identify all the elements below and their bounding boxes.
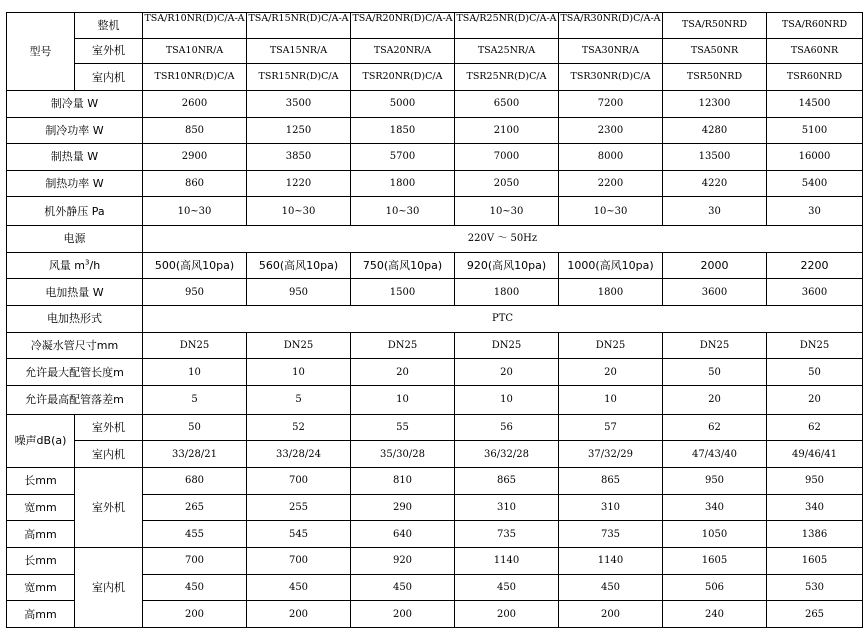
heating-capacity-value-5: 8000 [559, 144, 663, 171]
static-pressure-label: 机外静压 Pa [7, 197, 143, 226]
noise-indoor-value-4: 36/32/28 [455, 441, 559, 468]
noise-outdoor-value-7: 62 [767, 414, 863, 441]
indoor-model-5: TSR30NR(D)C/A [559, 64, 663, 91]
max-pipe-length-value-6: 50 [663, 359, 767, 386]
cooling-power-value-1: 850 [143, 117, 247, 144]
row-cooling-capacity [7, 90, 863, 117]
model-row-indoor [7, 64, 863, 91]
cooling-power-value-6: 4280 [663, 117, 767, 144]
indoor-width-value-1: 450 [143, 574, 247, 601]
indoor-height-value-4: 200 [455, 601, 559, 628]
row-noise-outdoor [7, 414, 863, 441]
power-supply-label: 电源 [7, 226, 143, 253]
outdoor-width-label: 宽mm [7, 494, 75, 521]
outdoor-height-value-1: 455 [143, 521, 247, 548]
outdoor-model-7: TSA60NR [767, 38, 863, 64]
cooling-power-value-7: 5100 [767, 117, 863, 144]
outdoor-height-value-7: 1386 [767, 521, 863, 548]
max-height-diff-value-2: 5 [247, 385, 351, 414]
max-pipe-length-label: 允许最大配管长度m [7, 359, 143, 386]
cooling-capacity-value-2: 3500 [247, 90, 351, 117]
noise-outdoor-value-3: 55 [351, 414, 455, 441]
max-height-diff-value-7: 20 [767, 385, 863, 414]
static-pressure-value-4: 10~30 [455, 197, 559, 226]
row-outdoor-length [7, 467, 863, 494]
indoor-dims-group-label: 室内机 [75, 547, 143, 627]
outdoor-length-value-7: 950 [767, 467, 863, 494]
noise-indoor-value-1: 33/28/21 [143, 441, 247, 468]
spec-table [6, 12, 863, 628]
heating-power-value-2: 1220 [247, 170, 351, 197]
outdoor-width-value-1: 265 [143, 494, 247, 521]
heating-power-value-7: 5400 [767, 170, 863, 197]
cooling-capacity-value-4: 6500 [455, 90, 559, 117]
heating-power-value-3: 1800 [351, 170, 455, 197]
cooling-power-value-5: 2300 [559, 117, 663, 144]
condensate-pipe-value-6: DN25 [663, 332, 767, 359]
outdoor-width-value-4: 310 [455, 494, 559, 521]
whole-model-5: TSA/R30NR(D)C/A-A [559, 13, 663, 39]
row-static-pressure [7, 197, 863, 226]
indoor-model-4: TSR25NR(D)C/A [455, 64, 559, 91]
air-volume-label-text: 风量 m [48, 259, 86, 273]
whole-model-3: TSA/R20NR(D)C/A-A [351, 13, 455, 39]
condensate-pipe-value-5: DN25 [559, 332, 663, 359]
electric-heating-value-4: 1800 [455, 279, 559, 306]
electric-heating-label: 电加热量 W [7, 279, 143, 306]
indoor-width-value-5: 450 [559, 574, 663, 601]
max-height-diff-value-5: 10 [559, 385, 663, 414]
noise-label: 噪声dB(a) [7, 414, 75, 467]
indoor-length-value-7: 1605 [767, 547, 863, 574]
air-volume-value-4: 920(高风10pa) [455, 252, 559, 279]
air-volume-value-6: 2000 [663, 252, 767, 279]
indoor-model-3: TSR20NR(D)C/A [351, 64, 455, 91]
indoor-height-value-6: 240 [663, 601, 767, 628]
electric-heating-value-6: 3600 [663, 279, 767, 306]
max-pipe-length-value-7: 50 [767, 359, 863, 386]
outdoor-width-value-6: 340 [663, 494, 767, 521]
max-height-diff-value-1: 5 [143, 385, 247, 414]
condensate-pipe-value-3: DN25 [351, 332, 455, 359]
noise-outdoor-label: 室外机 [75, 414, 143, 441]
outdoor-height-value-3: 640 [351, 521, 455, 548]
heating-power-label: 制热功率 W [7, 170, 143, 197]
cooling-power-label: 制冷功率 W [7, 117, 143, 144]
indoor-length-value-2: 700 [247, 547, 351, 574]
outdoor-length-value-3: 810 [351, 467, 455, 494]
max-pipe-length-value-4: 20 [455, 359, 559, 386]
row-noise-indoor [7, 441, 863, 468]
whole-model-6: TSA/R50NRD [663, 13, 767, 39]
indoor-model-6: TSR50NRD [663, 64, 767, 91]
indoor-length-value-4: 1140 [455, 547, 559, 574]
heating-power-value-4: 2050 [455, 170, 559, 197]
electric-heating-value-3: 1500 [351, 279, 455, 306]
noise-indoor-value-3: 35/30/28 [351, 441, 455, 468]
indoor-height-value-5: 200 [559, 601, 663, 628]
outdoor-model-4: TSA25NR/A [455, 38, 559, 64]
noise-indoor-value-2: 33/28/24 [247, 441, 351, 468]
cooling-capacity-label: 制冷量 W [7, 90, 143, 117]
indoor-height-label: 高mm [7, 601, 75, 628]
air-volume-label-suffix: /h [89, 259, 101, 273]
heating-power-value-5: 2200 [559, 170, 663, 197]
electric-heating-type-value: PTC [143, 306, 863, 333]
heating-power-value-6: 4220 [663, 170, 767, 197]
outdoor-length-value-6: 950 [663, 467, 767, 494]
outdoor-width-value-5: 310 [559, 494, 663, 521]
cooling-capacity-value-6: 12300 [663, 90, 767, 117]
indoor-height-value-1: 200 [143, 601, 247, 628]
row-air-volume [7, 252, 863, 279]
indoor-model-2: TSR15NR(D)C/A [247, 64, 351, 91]
outdoor-height-value-4: 735 [455, 521, 559, 548]
max-height-diff-value-6: 20 [663, 385, 767, 414]
heating-capacity-value-6: 13500 [663, 144, 767, 171]
max-pipe-length-value-1: 10 [143, 359, 247, 386]
outdoor-width-value-2: 255 [247, 494, 351, 521]
indoor-height-value-2: 200 [247, 601, 351, 628]
cooling-capacity-value-3: 5000 [351, 90, 455, 117]
whole-model-1: TSA/R10NR(D)C/A-A [143, 13, 247, 39]
noise-indoor-value-5: 37/32/29 [559, 441, 663, 468]
condensate-pipe-label: 冷凝水管尺寸mm [7, 332, 143, 359]
outdoor-length-value-2: 700 [247, 467, 351, 494]
indoor-width-value-6: 506 [663, 574, 767, 601]
air-volume-value-7: 2200 [767, 252, 863, 279]
outdoor-model-6: TSA50NR [663, 38, 767, 64]
cooling-capacity-value-1: 2600 [143, 90, 247, 117]
indoor-width-value-4: 450 [455, 574, 559, 601]
outdoor-width-value-3: 290 [351, 494, 455, 521]
noise-indoor-label: 室内机 [75, 441, 143, 468]
air-volume-label [7, 252, 143, 279]
indoor-height-value-7: 265 [767, 601, 863, 628]
condensate-pipe-value-4: DN25 [455, 332, 559, 359]
indoor-length-value-3: 920 [351, 547, 455, 574]
max-pipe-length-value-2: 10 [247, 359, 351, 386]
outdoor-height-value-2: 545 [247, 521, 351, 548]
noise-indoor-value-7: 49/46/41 [767, 441, 863, 468]
cooling-power-value-4: 2100 [455, 117, 559, 144]
static-pressure-value-5: 10~30 [559, 197, 663, 226]
noise-outdoor-value-2: 52 [247, 414, 351, 441]
static-pressure-value-6: 30 [663, 197, 767, 226]
air-volume-label-sup: 3 [85, 258, 90, 267]
air-volume-value-1: 500(高风10pa) [143, 252, 247, 279]
heating-capacity-value-2: 3850 [247, 144, 351, 171]
outdoor-length-value-5: 865 [559, 467, 663, 494]
whole-model-4: TSA/R25NR(D)C/A-A [455, 13, 559, 39]
max-pipe-length-value-5: 20 [559, 359, 663, 386]
whole-model-2: TSA/R15NR(D)C/A-A [247, 13, 351, 39]
row-max-pipe-length [7, 359, 863, 386]
condensate-pipe-value-7: DN25 [767, 332, 863, 359]
model-row-outdoor [7, 38, 863, 64]
air-volume-value-3: 750(高风10pa) [351, 252, 455, 279]
max-height-diff-label: 允许最高配管落差m [7, 385, 143, 414]
indoor-length-value-6: 1605 [663, 547, 767, 574]
indoor-width-value-2: 450 [247, 574, 351, 601]
row-condensate-pipe [7, 332, 863, 359]
whole-model-7: TSA/R60NRD [767, 13, 863, 39]
cooling-power-value-2: 1250 [247, 117, 351, 144]
indoor-width-value-7: 530 [767, 574, 863, 601]
electric-heating-type-label: 电加热形式 [7, 306, 143, 333]
static-pressure-value-3: 10~30 [351, 197, 455, 226]
heating-capacity-value-1: 2900 [143, 144, 247, 171]
max-height-diff-value-3: 10 [351, 385, 455, 414]
static-pressure-value-7: 30 [767, 197, 863, 226]
noise-outdoor-value-5: 57 [559, 414, 663, 441]
heating-capacity-value-7: 16000 [767, 144, 863, 171]
outdoor-length-value-4: 865 [455, 467, 559, 494]
heating-capacity-label: 制热量 W [7, 144, 143, 171]
indoor-length-label: 长mm [7, 547, 75, 574]
air-volume-value-5: 1000(高风10pa) [559, 252, 663, 279]
power-supply-value: 220V ～ 50Hz [143, 226, 863, 253]
outdoor-width-value-7: 340 [767, 494, 863, 521]
cooling-power-value-3: 1850 [351, 117, 455, 144]
indoor-model-1: TSR10NR(D)C/A [143, 64, 247, 91]
electric-heating-value-1: 950 [143, 279, 247, 306]
indoor-width-label: 宽mm [7, 574, 75, 601]
heating-power-value-1: 860 [143, 170, 247, 197]
max-pipe-length-value-3: 20 [351, 359, 455, 386]
cooling-capacity-value-5: 7200 [559, 90, 663, 117]
indoor-height-value-3: 200 [351, 601, 455, 628]
max-height-diff-value-4: 10 [455, 385, 559, 414]
outdoor-height-value-5: 735 [559, 521, 663, 548]
indoor-width-value-3: 450 [351, 574, 455, 601]
row-heating-capacity [7, 144, 863, 171]
indoor-length-value-5: 1140 [559, 547, 663, 574]
static-pressure-value-2: 10~30 [247, 197, 351, 226]
outdoor-dims-group-label: 室外机 [75, 467, 143, 547]
indoor-unit-label: 室内机 [75, 64, 143, 91]
electric-heating-value-5: 1800 [559, 279, 663, 306]
row-heating-power [7, 170, 863, 197]
outdoor-length-value-1: 680 [143, 467, 247, 494]
outdoor-model-3: TSA20NR/A [351, 38, 455, 64]
noise-outdoor-value-1: 50 [143, 414, 247, 441]
row-indoor-length [7, 547, 863, 574]
indoor-model-7: TSR60NRD [767, 64, 863, 91]
outdoor-height-value-6: 1050 [663, 521, 767, 548]
condensate-pipe-value-1: DN25 [143, 332, 247, 359]
noise-outdoor-value-6: 62 [663, 414, 767, 441]
static-pressure-value-1: 10~30 [143, 197, 247, 226]
electric-heating-value-2: 950 [247, 279, 351, 306]
row-power-supply [7, 226, 863, 253]
noise-outdoor-value-4: 56 [455, 414, 559, 441]
condensate-pipe-value-2: DN25 [247, 332, 351, 359]
air-volume-value-2: 560(高风10pa) [247, 252, 351, 279]
noise-indoor-value-6: 47/43/40 [663, 441, 767, 468]
electric-heating-value-7: 3600 [767, 279, 863, 306]
row-electric-heating [7, 279, 863, 306]
whole-unit-label: 整机 [75, 13, 143, 39]
cooling-capacity-value-7: 14500 [767, 90, 863, 117]
row-max-height-diff [7, 385, 863, 414]
heating-capacity-value-4: 7000 [455, 144, 559, 171]
row-electric-heating-type [7, 306, 863, 333]
outdoor-model-5: TSA30NR/A [559, 38, 663, 64]
outdoor-length-label: 长mm [7, 467, 75, 494]
model-group-label: 型号 [7, 13, 75, 91]
indoor-length-value-1: 700 [143, 547, 247, 574]
model-row-whole [7, 13, 863, 39]
heating-capacity-value-3: 5700 [351, 144, 455, 171]
outdoor-height-label: 高mm [7, 521, 75, 548]
outdoor-model-1: TSA10NR/A [143, 38, 247, 64]
outdoor-model-2: TSA15NR/A [247, 38, 351, 64]
row-cooling-power [7, 117, 863, 144]
outdoor-unit-label: 室外机 [75, 38, 143, 64]
